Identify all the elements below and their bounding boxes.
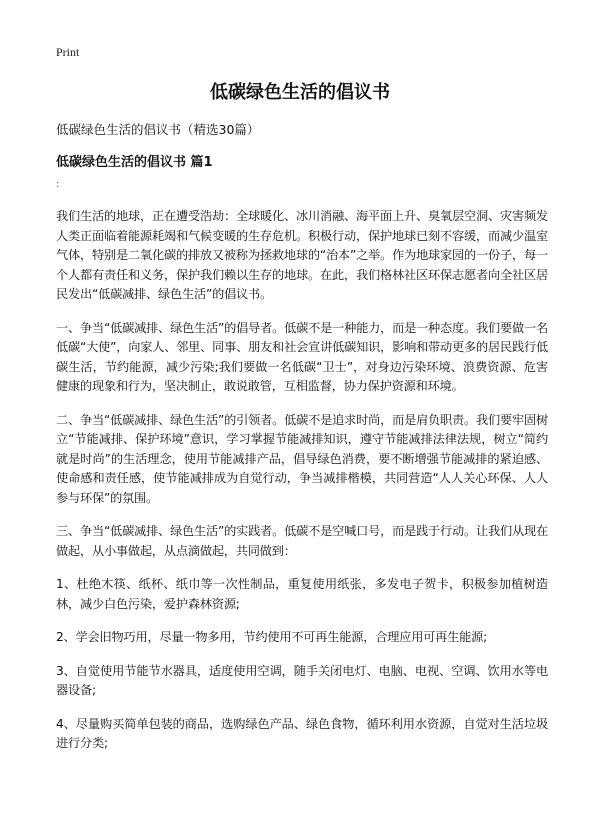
paragraph-advocate: 一、争当“低碳减排、绿色生活”的倡导者。低碳不是一种能力，而是一种态度。我们要做一名低碳“大使”，向家人、邻里、同事、朋友和社会宣讲低碳知识，影响和带动更多的居民践行低碳生活，节约能源，减少污染;我们要做一名低碳“卫士”，对身边污染环境、浪费资源、危害健康的现象和行为，坚决制止，敢说敢管，互相监督，协力保护资源和环境。: [56, 320, 548, 393]
list-item-4: 4、尽量购买简单包装的商品，选购绿色产品、绿色食物，循环利用水资源，自觉对生活垃圾进行分类;: [56, 716, 548, 750]
page-title: 低碳绿色生活的倡议书: [210, 82, 390, 103]
paragraph-intro: 我们生活的地球，正在遭受浩劫：全球暖化、冰川消融、海平面上升、臭氧层空洞、灾害频发人类正面临着能源耗竭和气候变暖的生存危机。积极行动，保护地球已刻不容缓，而减少温室气体，特别是二氧化碳的排放又被称为拯救地球的“治本”之举。作为地球家园的一份子，每一个人都有责任和义务，保护我们赖以生存的地球。在此，我们格林社区环保志愿者向全社区居民发出“低碳减排、绿色生活”的倡议书。: [56, 209, 548, 301]
list-item-2: 2、学会旧物巧用，尽量一物多用，节约使用不可再生能源，合理应用可再生能源;: [56, 630, 488, 644]
paragraph-leader: 二、争当“低碳减排、绿色生活”的引领者。低碳不是追求时尚，而是肩负职责。我们要牢固树立“节能减排、保护环境”意识，学习掌握节能减排知识，遵守节能减排法律法规，树立“简约就是时尚”的生活理念，使用节能减排产品，倡导绿色消费，要不断增强节能减排的紧迫感、使命感和责任感，使节能减排成为自觉行动，争当减排楷模，共同营造“人人关心环保、人人参与环保”的氛围。: [56, 412, 548, 505]
section-heading: 低碳绿色生活的倡议书 篇1: [56, 155, 213, 170]
print-link[interactable]: Print: [56, 45, 80, 59]
list-item-1: 1、杜绝木筷、纸杯、纸巾等一次性制品，重复使用纸张，多发电子贺卡，积极参加植树造林，减少白色污染，爱护森林资源;: [56, 577, 548, 611]
list-item-3: 3、自觉使用节能节水器具，适度使用空调，随手关闭电灯、电脑、电视、空调、饮用水等电器设备;: [56, 663, 548, 697]
paragraph-practitioner: 三、争当“低碳减排、绿色生活”的实践者。低碳不是空喊口号，而是践于行动。让我们从现在做起，从小事做起，从点滴做起，共同做到：: [56, 524, 548, 558]
document-body: [56, 207, 548, 768]
document-subtitle: 低碳绿色生活的倡议书（精选30篇）: [56, 122, 260, 137]
section-marker: :: [56, 179, 60, 190]
